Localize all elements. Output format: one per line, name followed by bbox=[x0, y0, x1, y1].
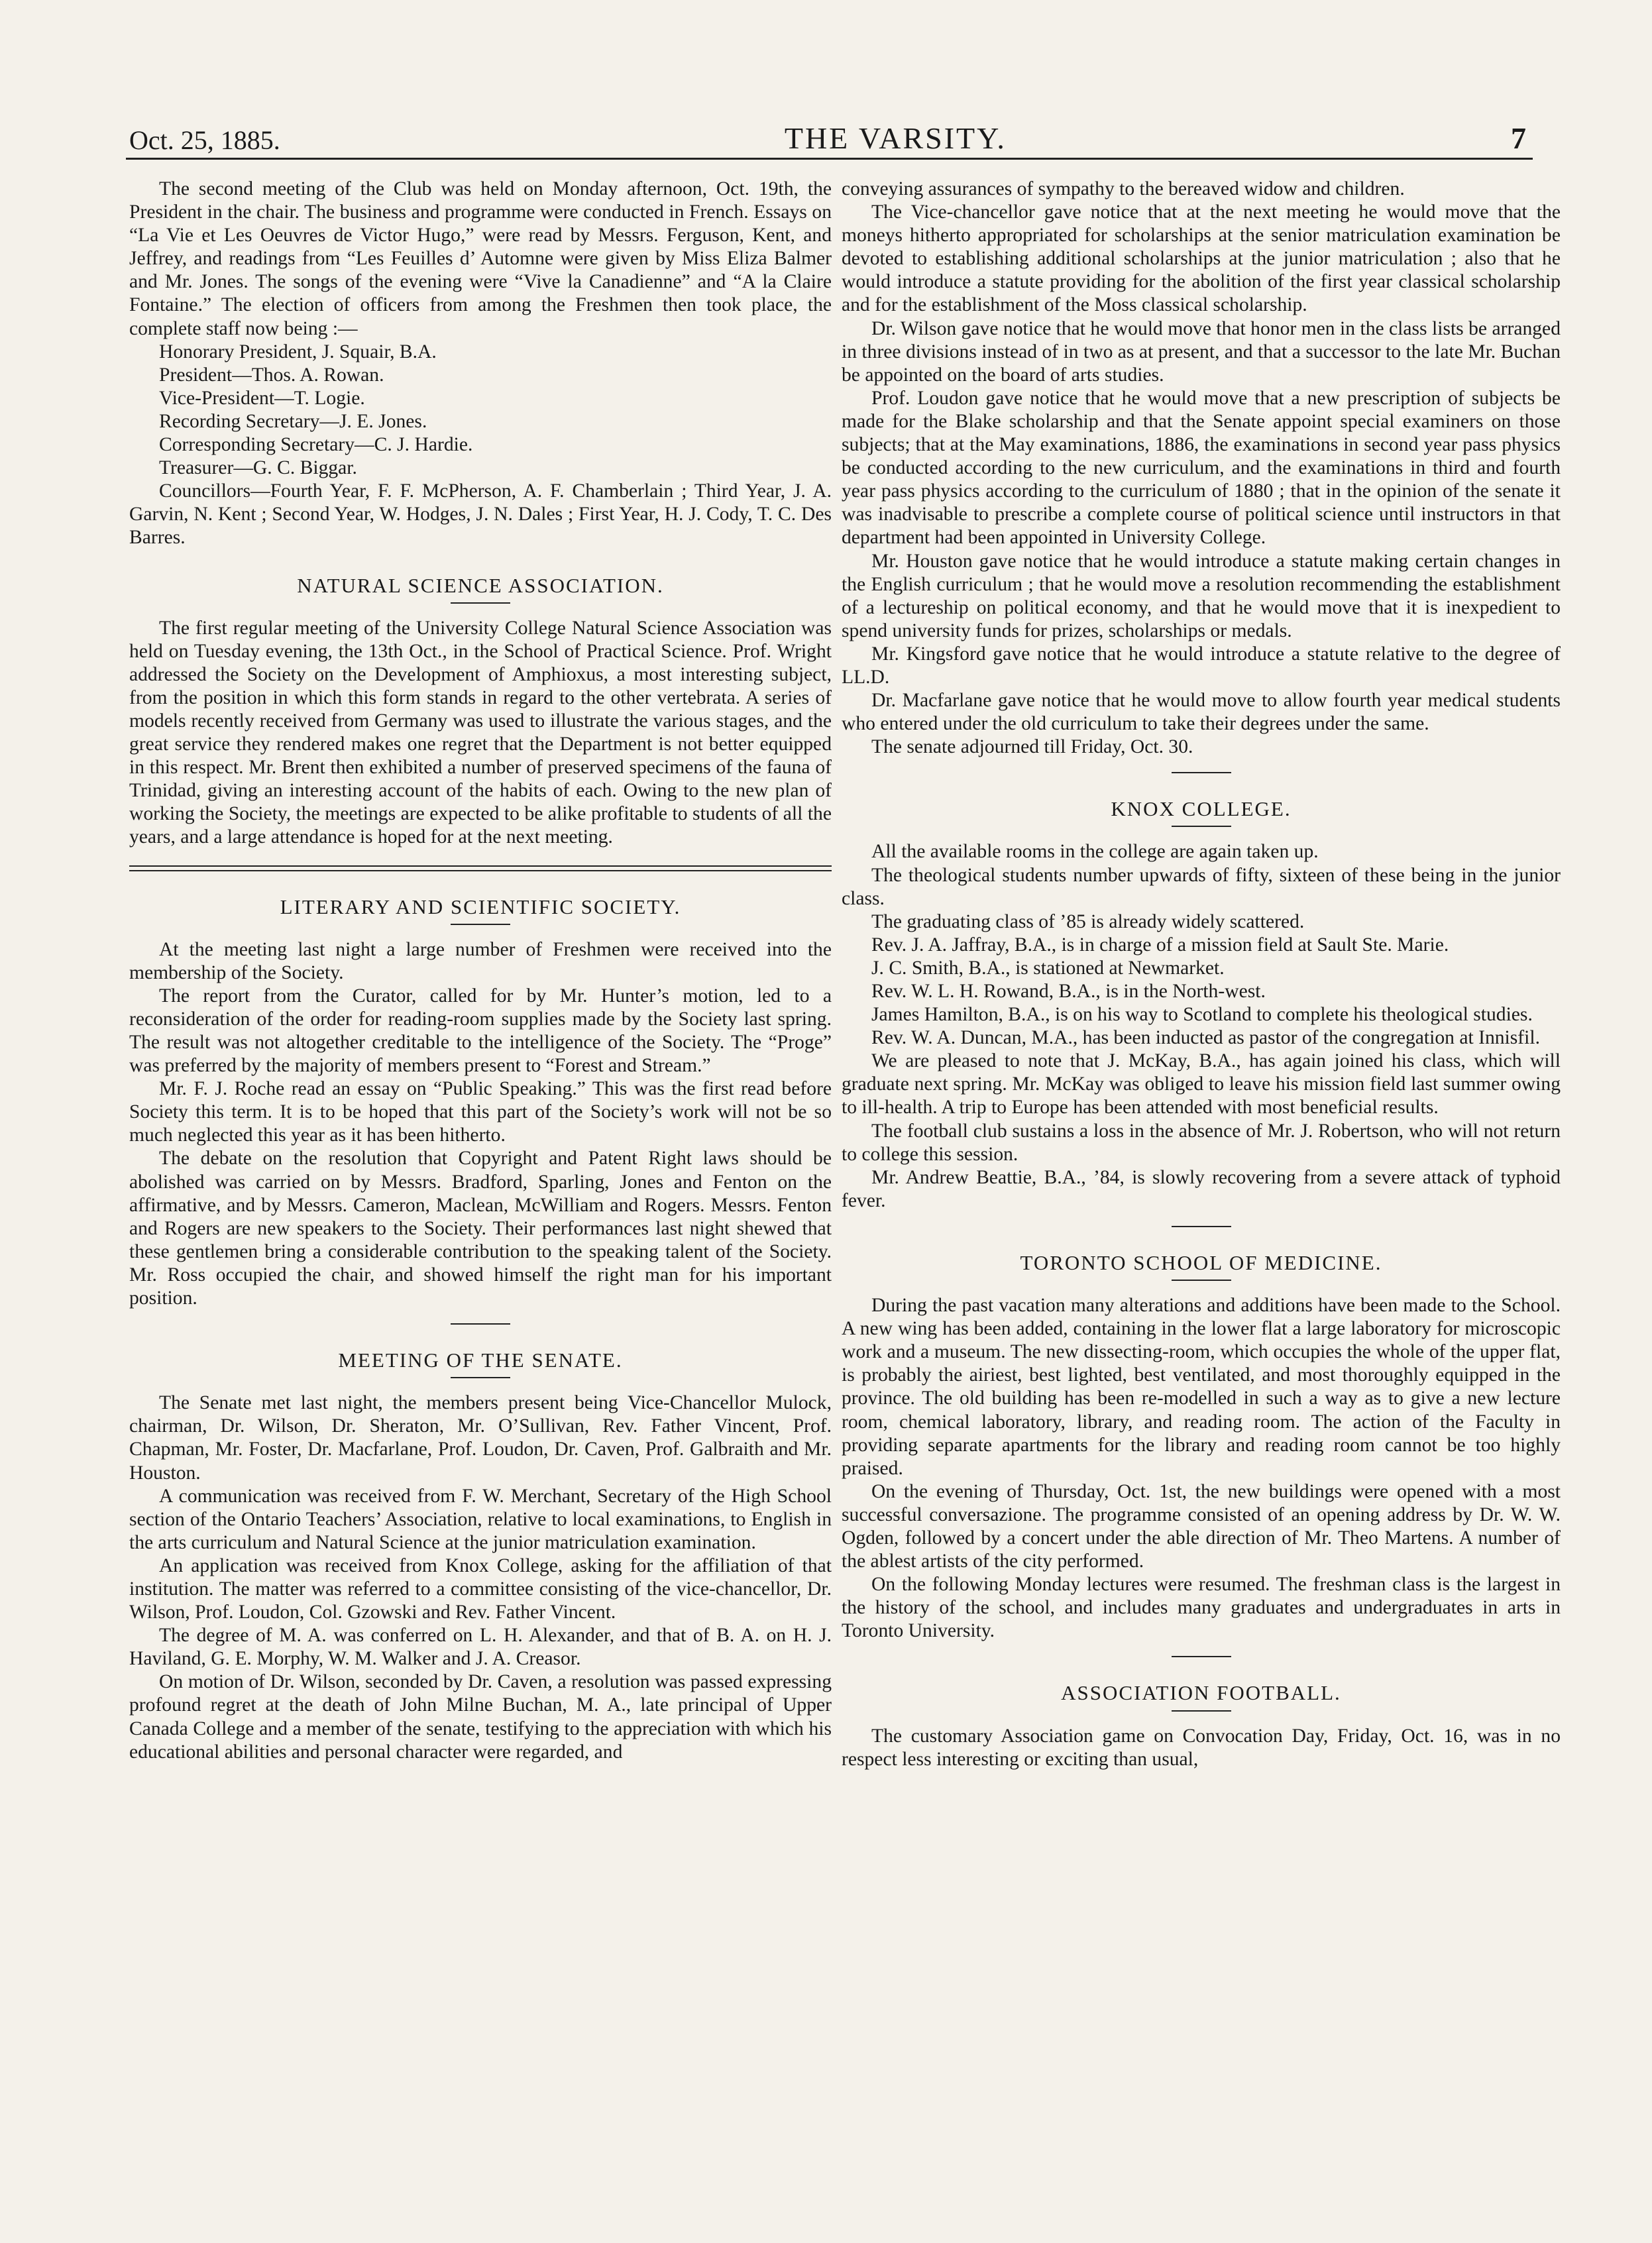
senate-paragraph: The Senate met last night, the members present being Vice-Chancellor Mulock, chairman, Dr. Wilson, Dr. Sheraton, Mr. O’Sullivan, Rev. Father Vincent, Prof. Chapman, Mr. Foster, Dr. Macfarlane, Prof. Loudon, Dr. Caven, Prof. Galbraith and Mr. Houston. bbox=[129, 1392, 832, 1484]
tsm-paragraph: On the following Monday lectures were resumed. The freshman class is the largest in the history of the school, and includes many graduates and undergraduates in arts in Toronto University. bbox=[842, 1574, 1561, 1642]
section-heading-natural-science: NATURAL SCIENCE ASSOCIATION. bbox=[297, 573, 664, 597]
senate-continued-paragraph: Mr. Kingsford gave notice that he would introduce a statute relative to the degree of LL.D. bbox=[842, 643, 1561, 688]
officer-item: President—Thos. A. Rowan. bbox=[159, 364, 384, 386]
officer-list bbox=[129, 341, 832, 550]
club-paragraph: The second meeting of the Club was held on Monday afternoon, Oct. 19th, the President in the chair. The business and programme were conducted in French. Essays on “La Vie et Les Oeuvres de Victor Hugo,” were read by Messrs. Ferguson, Kent, and Jeffrey, and readings from “Les Feuilles d’ Automne were given by Miss Eliza Balmer and Mr. Jones. The songs of the evening were “Vive la Canadienne” and “A la Claire Fontaine.” The election of officers from among the Freshmen then took place, the complete staff now being :— bbox=[129, 178, 832, 339]
lss-paragraph: The debate on the resolution that Copyright and Patent Right laws should be abolished was carried on by Messrs. Bradford, Sparling, Jones and Fenton on the affirmative, and by Messrs. Cameron, Maclean, McWilliam and Rogers. Messrs. Fenton and Rogers are new speakers to the Society. Their performances last night shewed that these gentlemen bring a considerable contribution to the speaking talent of the Society. Mr. Ross occupied the chair, and showed himself the right man for his important position. bbox=[129, 1148, 832, 1309]
section-heading-association-football: ASSOCIATION FOOTBALL. bbox=[1061, 1681, 1341, 1705]
officer-item: Treasurer—G. C. Biggar. bbox=[159, 457, 357, 479]
knox-paragraph: The graduating class of ’85 is already widely scattered. bbox=[871, 910, 1305, 932]
section-separator bbox=[1172, 1226, 1231, 1227]
knox-paragraph: We are pleased to note that J. McKay, B.A., has again joined his class, which will graduate next spring. Mr. McKay was obliged to leave his mission field last summer owing to ill-health. A trip to Europe has been attended with most beneficial results. bbox=[842, 1050, 1561, 1119]
heading-rule bbox=[451, 924, 510, 925]
page-number: 7 bbox=[1511, 121, 1526, 155]
senate-continued-paragraph: Dr. Wilson gave notice that he would move that honor men in the class lists be arranged in three divisions instead of in two as at present, and that a successor to the late Mr. Buchan be appointed on the board of arts studies. bbox=[842, 317, 1561, 386]
senate-continued-paragraph: conveying assurances of sympathy to the bereaved widow and children. bbox=[842, 178, 1405, 199]
heading-rule bbox=[451, 602, 510, 604]
knox-paragraph: All the available rooms in the college are again taken up. bbox=[871, 841, 1319, 863]
lss-paragraph: Mr. F. J. Roche read an essay on “Public Speaking.” This was the first read before Society this term. It is to be hoped that this part of the Society’s work will not be so much neglected this year as it has been hitherto. bbox=[129, 1078, 832, 1146]
lss-paragraph: At the meeting last night a large number of Freshmen were received into the membership of the Society. bbox=[129, 938, 832, 983]
senate-paragraph: On motion of Dr. Wilson, seconded by Dr. Caven, a resolution was passed expressing profound regret at the death of John Milne Buchan, M. A., late principal of Upper Canada College and a member of the senate, testifying to the appreciation with which his educational abilities and personal character were regarded, and bbox=[129, 1671, 832, 1763]
officer-item: Honorary President, J. Squair, B.A. bbox=[159, 341, 437, 362]
senate-paragraph: A communication was received from F. W. Merchant, Secretary of the High School section of the Ontario Teachers’ Association, relative to local examinations, to English in the arts curriculum and Natural Science at the junior matriculation examination. bbox=[129, 1485, 832, 1553]
header-rule bbox=[126, 158, 1533, 160]
officer-item: Vice-President—T. Logie. bbox=[159, 387, 365, 409]
left-column bbox=[129, 178, 832, 1764]
football-paragraph: The customary Association game on Convocation Day, Friday, Oct. 16, was in no respect less interesting or exciting than usual, bbox=[842, 1725, 1561, 1770]
knox-paragraph: The theological students number upwards of fifty, sixteen of these being in the junior class. bbox=[842, 864, 1561, 909]
page-header bbox=[129, 109, 1526, 156]
senate-continued-paragraph: Dr. Macfarlane gave notice that he would move to allow fourth year medical students who entered under the old curriculum to take their degrees under the same. bbox=[842, 690, 1561, 735]
officer-item: Councillors—Fourth Year, F. F. McPherson, A. F. Chamberlain ; Third Year, J. A. Garvin, N. Kent ; Second Year, W. Hodges, J. N. Dales ; First Year, H. J. Cody, T. C. Des Barres. bbox=[129, 480, 832, 549]
senate-continued-paragraph: The senate adjourned till Friday, Oct. 30. bbox=[871, 736, 1193, 758]
section-separator bbox=[1172, 772, 1231, 773]
masthead-title: THE VARSITY. bbox=[784, 121, 1007, 155]
heading-rule bbox=[1172, 1280, 1231, 1281]
nsa-paragraph: The first regular meeting of the University College Natural Science Association was held on Tuesday evening, the 13th Oct., in the School of Practical Science. Prof. Wright addressed the Society on the Development of Amphioxus, a most interesting subject, from the position in which this form stands in regard to the other vertebrata. A series of models recently received from Germany was used to illustrate the various stages, and the great service they rendered makes one regret that the Department is not better equipped in this respect. Mr. Brent then exhibited a number of preserved specimens of the fauna of Trinidad, giving an interesting account of the habits of each. Owing to the new plan of working the Society, the meetings are expected to be alike profitable to students of all the years, and a large attendance is hoped for at the next meeting. bbox=[129, 617, 832, 848]
section-heading-senate: MEETING OF THE SENATE. bbox=[338, 1348, 623, 1372]
knox-paragraph: Rev. W. A. Duncan, M.A., has been inducted as pastor of the congregation at Innisfil. bbox=[871, 1027, 1540, 1049]
section-separator bbox=[1172, 1656, 1231, 1657]
senate-continued-paragraph: Mr. Houston gave notice that he would introduce a statute making certain changes in the English curriculum ; that he would move a resolution recommending the establishment of a lectureship on political economy, and that he would move that it is inexpedient to spend university funds for prizes, scholarships or medals. bbox=[842, 550, 1561, 641]
officer-item: Recording Secretary—J. E. Jones. bbox=[159, 410, 427, 432]
knox-paragraph: Rev. J. A. Jaffray, B.A., is in charge of a mission field at Sault Ste. Marie. bbox=[871, 934, 1449, 956]
section-heading-literary-scientific: LITERARY AND SCIENTIFIC SOCIETY. bbox=[280, 895, 681, 918]
knox-paragraph: Mr. Andrew Beattie, B.A., ’84, is slowly recovering from a severe attack of typhoid fever. bbox=[842, 1166, 1561, 1211]
senate-paragraph: The degree of M. A. was conferred on L. H. Alexander, and that of B. A. on H. J. Haviland, G. E. Morphy, W. M. Walker and J. A. Creasor. bbox=[129, 1625, 832, 1670]
heading-rule bbox=[451, 1377, 510, 1378]
senate-continued-paragraph: Prof. Loudon gave notice that he would move that a new prescription of subjects be made for the Blake scholarship and that the Senate appoint special examiners on those subjects; that at the May examinations, 1886, the examinations in second year pass physics be conducted according to the new curriculum, and the examinations in third and fourth year pass physics according to the curriculum of 1880 ; that in the opinion of the senate it was inadvisable to prescribe a complete course of political science until instructors in that department had been appointed in University College. bbox=[842, 387, 1561, 549]
knox-paragraph: J. C. Smith, B.A., is stationed at Newmarket. bbox=[871, 957, 1225, 979]
knox-paragraph: Rev. W. L. H. Rowand, B.A., is in the North-west. bbox=[871, 981, 1266, 1002]
heading-rule bbox=[1172, 826, 1231, 827]
section-separator bbox=[451, 1323, 510, 1325]
senate-continued-paragraph: The Vice-chancellor gave notice that at the next meeting he would move that the moneys hitherto appropriated for scholarships at the senior matriculation examination be devoted to establishing additional scholarships at the junior matriculation ; also that he would introduce a statute providing for the abolition of the first year classical scholarship and for the establishment of the Moss classical scholarship. bbox=[842, 201, 1561, 316]
tsm-paragraph: During the past vacation many alterations and additions have been made to the School. A new wing has been added, containing in the lower flat a large laboratory for microscopic work and a museum. The new dissecting-room, which occupies the whole of the upper flat, is probably the airiest, best lighted, best ventilated, and most thoroughly equipped in the province. The old building has been re-modelled in such a way as to give a new lecture room, chemical laboratory, library, and reading room. The action of the Faculty in providing separate apartments for the library and reading room cannot be too highly praised. bbox=[842, 1295, 1561, 1479]
section-heading-toronto-medicine: TORONTO SCHOOL OF MEDICINE. bbox=[1020, 1250, 1382, 1274]
knox-paragraph: The football club sustains a loss in the absence of Mr. J. Robertson, who will not return to college this session. bbox=[842, 1120, 1561, 1165]
section-double-rule bbox=[129, 865, 832, 871]
lss-paragraph: The report from the Curator, called for by Mr. Hunter’s motion, led to a reconsideration of the order for reading-room supplies made by the Society last spring. The result was not altogether creditable to the intelligence of the Society. The “Proge” was preferred by the majority of members present to “Forest and Stream.” bbox=[129, 985, 832, 1077]
tsm-paragraph: On the evening of Thursday, Oct. 1st, the new buildings were opened with a most successful conversazione. The programme consisted of an opening address by Dr. W. W. Ogden, followed by a concert under the able direction of Mr. Theo Martens. A number of the ablest artists of the city performed. bbox=[842, 1480, 1561, 1572]
senate-paragraph: An application was received from Knox College, asking for the affiliation of that institution. The matter was referred to a committee consisting of the vice-chancellor, Dr. Wilson, Prof. Loudon, Col. Gzowski and Rev. Father Vincent. bbox=[129, 1555, 832, 1623]
knox-paragraph: James Hamilton, B.A., is on his way to Scotland to complete his theological studies. bbox=[871, 1004, 1533, 1026]
section-heading-knox-college: KNOX COLLEGE. bbox=[1111, 797, 1292, 821]
officer-item: Corresponding Secretary—C. J. Hardie. bbox=[159, 434, 473, 456]
heading-rule bbox=[1172, 1710, 1231, 1712]
issue-date: Oct. 25, 1885. bbox=[129, 125, 280, 155]
right-column bbox=[842, 178, 1561, 1771]
